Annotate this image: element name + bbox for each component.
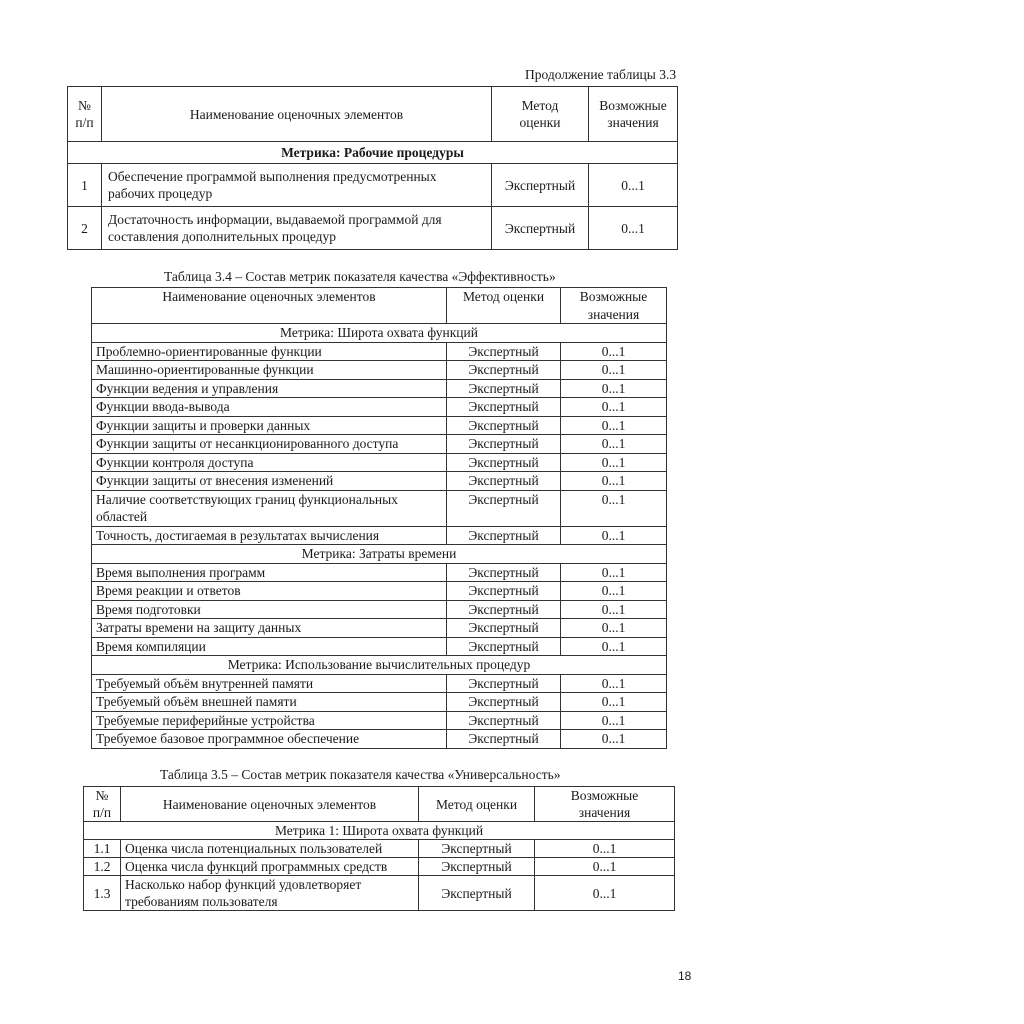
table-row [92,619,667,638]
row-name: Функции контроля доступа [92,453,447,472]
row-method: Экспертный [447,582,561,601]
row-value: 0...1 [561,490,667,526]
row-name: Достаточность информации, выдаваемой программой для составления дополнительных процедур [102,207,492,250]
row-value: 0...1 [561,342,667,361]
row-name: Время выполнения программ [92,563,447,582]
row-value: 0...1 [561,619,667,638]
table33-header-name: Наименование оценочных элементов [102,87,492,142]
table33-metric-row [68,142,678,164]
page-number: 18 [678,969,692,983]
row-value: 0...1 [561,582,667,601]
table-row [92,563,667,582]
table-row [92,711,667,730]
table34-metric-row [92,656,667,675]
row-value: 0...1 [589,164,678,207]
row-method: Экспертный [447,490,561,526]
table-row [84,840,675,858]
row-method: Экспертный [447,563,561,582]
table33-header-row [68,87,678,142]
row-value: 0...1 [535,876,675,911]
row-value: 0...1 [561,435,667,454]
table33-metric-title: Метрика: Рабочие процедуры [68,142,678,164]
row-number: 1 [68,164,102,207]
table-row [92,490,667,526]
row-value: 0...1 [589,207,678,250]
table-row [92,361,667,380]
row-name: Оценка числа потенциальных пользователей [121,840,419,858]
row-name: Функции защиты от несанкционированного доступа [92,435,447,454]
table-row [68,207,678,250]
row-name: Требуемый объём внутренней памяти [92,674,447,693]
row-value: 0...1 [561,693,667,712]
table35-caption: Таблица 3.5 – Состав метрик показателя качества «Универсальность» [160,767,561,782]
table-row [68,164,678,207]
row-name: Время компиляции [92,637,447,656]
row-name: Время подготовки [92,600,447,619]
row-method: Экспертный [447,435,561,454]
table-row [92,526,667,545]
row-value: 0...1 [561,398,667,417]
table-row [92,693,667,712]
table35-metric-row [84,822,675,840]
table-3-4 [91,287,667,749]
table-row [92,674,667,693]
row-method: Экспертный [447,472,561,491]
row-value: 0...1 [535,840,675,858]
row-name: Наличие соответствующих границ функциональных областей [92,490,447,526]
row-name: Функции ввода-вывода [92,398,447,417]
row-method: Экспертный [447,526,561,545]
row-value: 0...1 [561,416,667,435]
row-name: Насколько набор функций удовлетворяет требованиям пользователя [121,876,419,911]
row-method: Экспертный [419,858,535,876]
row-value: 0...1 [561,472,667,491]
row-method: Экспертный [447,693,561,712]
row-method: Экспертный [447,342,561,361]
table-row [92,435,667,454]
row-name: Затраты времени на защиту данных [92,619,447,638]
table-row [92,472,667,491]
table34-header-method: Метод оценки [447,288,561,324]
row-method: Экспертный [447,711,561,730]
row-value: 0...1 [561,526,667,545]
row-name: Оценка числа функций программных средств [121,858,419,876]
row-method: Экспертный [447,637,561,656]
table-row [92,582,667,601]
row-number: 1.2 [84,858,121,876]
row-value: 0...1 [561,637,667,656]
table34-metric-title: Метрика: Затраты времени [92,545,667,564]
table35-header-row [84,787,675,822]
table33-header-num: № п/п [68,87,102,142]
table-row [92,342,667,361]
row-value: 0...1 [561,361,667,380]
table35-header-method: Метод оценки [419,787,535,822]
table34-header-values: Возможные значения [561,288,667,324]
table-row [84,876,675,911]
row-method: Экспертный [447,619,561,638]
row-name: Требуемый объём внешней памяти [92,693,447,712]
row-method: Экспертный [492,207,589,250]
row-method: Экспертный [447,379,561,398]
row-name: Машинно-ориентированные функции [92,361,447,380]
table-row [92,379,667,398]
table34-metric-title: Метрика: Использование вычислительных процедур [92,656,667,675]
table-row [92,637,667,656]
row-method: Экспертный [447,398,561,417]
row-method: Экспертный [447,361,561,380]
row-number: 1.3 [84,876,121,911]
table35-header-num: № п/п [84,787,121,822]
row-method: Экспертный [447,453,561,472]
table-3-3 [67,86,678,250]
row-method: Экспертный [492,164,589,207]
table34-caption: Таблица 3.4 – Состав метрик показателя качества «Эффективность» [164,269,556,284]
row-value: 0...1 [561,453,667,472]
row-method: Экспертный [447,600,561,619]
row-name: Функции защиты и проверки данных [92,416,447,435]
row-name: Точность, достигаемая в результатах вычисления [92,526,447,545]
row-method: Экспертный [447,416,561,435]
table34-header-row [92,288,667,324]
row-value: 0...1 [561,730,667,749]
row-method: Экспертный [447,730,561,749]
table-row [92,600,667,619]
table33-header-method: Метод оценки [492,87,589,142]
table-row [84,858,675,876]
row-name: Функции ведения и управления [92,379,447,398]
row-name: Обеспечение программой выполнения предусмотренных рабочих процедур [102,164,492,207]
row-number: 2 [68,207,102,250]
row-value: 0...1 [561,711,667,730]
table35-header-name: Наименование оценочных элементов [121,787,419,822]
row-value: 0...1 [561,674,667,693]
row-method: Экспертный [419,876,535,911]
row-value: 0...1 [561,379,667,398]
table34-metric-title: Метрика: Широта охвата функций [92,324,667,343]
table-row [92,416,667,435]
table34-metric-row [92,324,667,343]
row-name: Требуемое базовое программное обеспечение [92,730,447,749]
table33-header-values: Возможные значения [589,87,678,142]
table-row [92,453,667,472]
table-row [92,730,667,749]
row-method: Экспертный [419,840,535,858]
table35-header-values: Возможные значения [535,787,675,822]
row-value: 0...1 [561,563,667,582]
table-3-5 [83,786,675,911]
row-name: Функции защиты от внесения изменений [92,472,447,491]
table34-metric-row [92,545,667,564]
row-name: Время реакции и ответов [92,582,447,601]
table33-continuation-label: Продолжение таблицы 3.3 [525,67,677,82]
row-name: Проблемно-ориентированные функции [92,342,447,361]
row-name: Требуемые периферийные устройства [92,711,447,730]
row-method: Экспертный [447,674,561,693]
table34-header-name: Наименование оценочных элементов [92,288,447,324]
table35-metric-title: Метрика 1: Широта охвата функций [84,822,675,840]
row-value: 0...1 [535,858,675,876]
row-number: 1.1 [84,840,121,858]
table-row [92,398,667,417]
row-value: 0...1 [561,600,667,619]
